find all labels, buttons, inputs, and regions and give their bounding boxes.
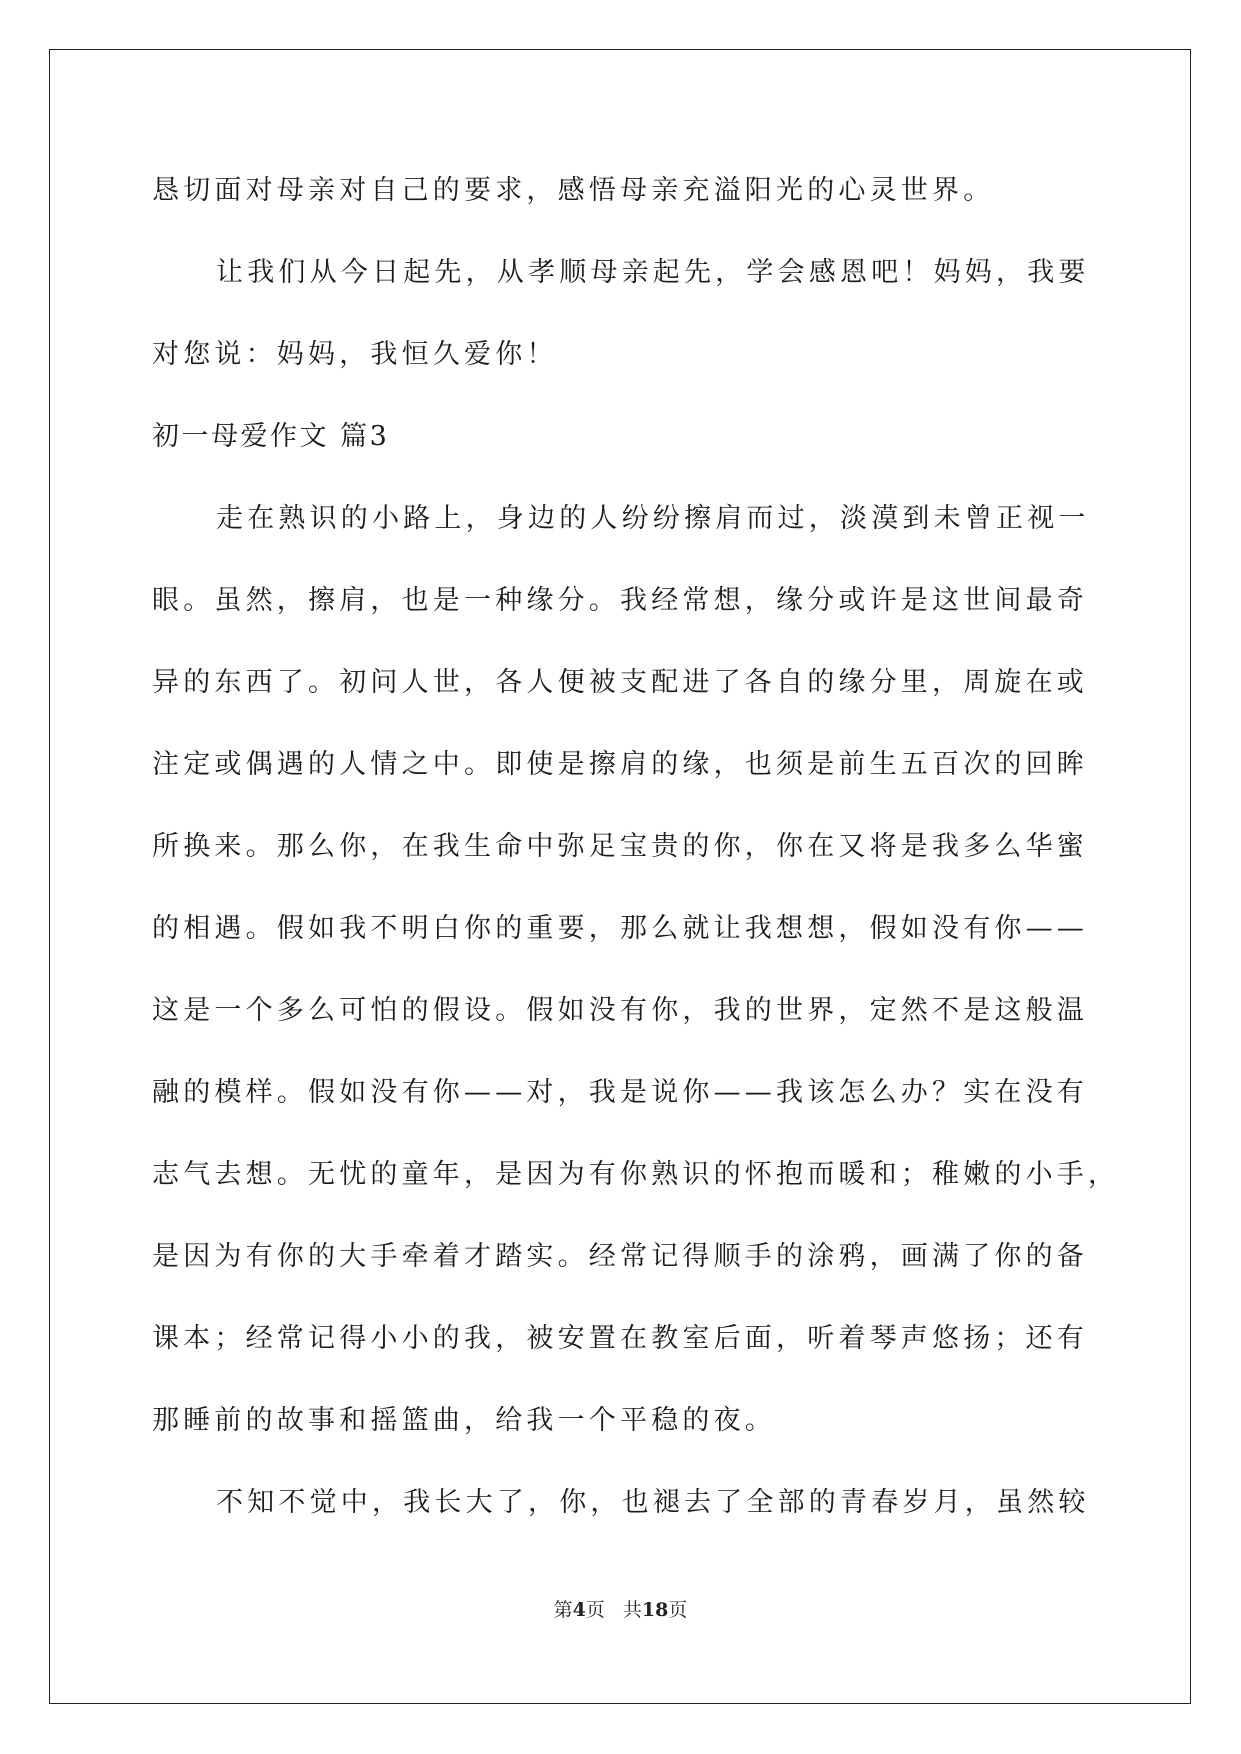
- total-label-unit: 页: [668, 1599, 688, 1621]
- text-line: 走在熟识的小路上，身边的人纷纷擦肩而过，淡漠到未曾正视一: [216, 503, 1090, 534]
- text-line: 让我们从今日起先，从孝顺母亲起先，学会感恩吧！妈妈，我要: [216, 257, 1090, 288]
- text-line: 志气去想。无忧的童年，是因为有你熟识的怀抱而暖和；稚嫩的小手，: [152, 1159, 1120, 1190]
- text-line: 不知不觉中，我长大了，你，也褪去了全部的青春岁月，虽然较: [216, 1487, 1090, 1518]
- text-line: 是因为有你的大手牵着才踏实。经常记得顺手的涂鸦，画满了你的备: [152, 1241, 1088, 1272]
- text-line: 所换来。那么你，在我生命中弥足宝贵的你，你在又将是我多么华蜜: [152, 831, 1088, 862]
- document-body: [152, 150, 1120, 1544]
- page-label-prefix: 第: [553, 1599, 573, 1621]
- text-line: 恳切面对母亲对自己的要求，感悟母亲充溢阳光的心灵世界。: [152, 175, 995, 206]
- text-line: 课本；经常记得小小的我，被安置在教室后面，听着琴声悠扬；还有: [152, 1323, 1088, 1354]
- text-line: 注定或偶遇的人情之中。即使是擦肩的缘，也须是前生五百次的回眸: [152, 749, 1088, 780]
- total-label-prefix: 共: [622, 1599, 642, 1621]
- text-line: 眼。虽然，擦肩，也是一种缘分。我经常想，缘分或许是这世间最奇: [152, 585, 1088, 616]
- text-line: 对您说：妈妈，我恒久爱你！: [152, 339, 558, 370]
- text-line: 这是一个多么可怕的假设。假如没有你，我的世界，定然不是这般温: [152, 995, 1088, 1026]
- page-label-unit: 页: [585, 1599, 605, 1621]
- page-footer: [0, 1595, 1241, 1622]
- section-heading: 初一母爱作文 篇3: [152, 421, 390, 452]
- current-page-number: 4: [572, 1599, 586, 1621]
- text-line: 那睡前的故事和摇篮曲，给我一个平稳的夜。: [152, 1405, 776, 1436]
- text-line: 的相遇。假如我不明白你的重要，那么就让我想想，假如没有你——: [152, 913, 1088, 944]
- total-page-count: 18: [641, 1599, 669, 1621]
- text-line: 融的模样。假如没有你——对，我是说你——我该怎么办？实在没有: [152, 1077, 1088, 1108]
- text-line: 异的东西了。初问人世，各人便被支配进了各自的缘分里，周旋在或: [152, 667, 1088, 698]
